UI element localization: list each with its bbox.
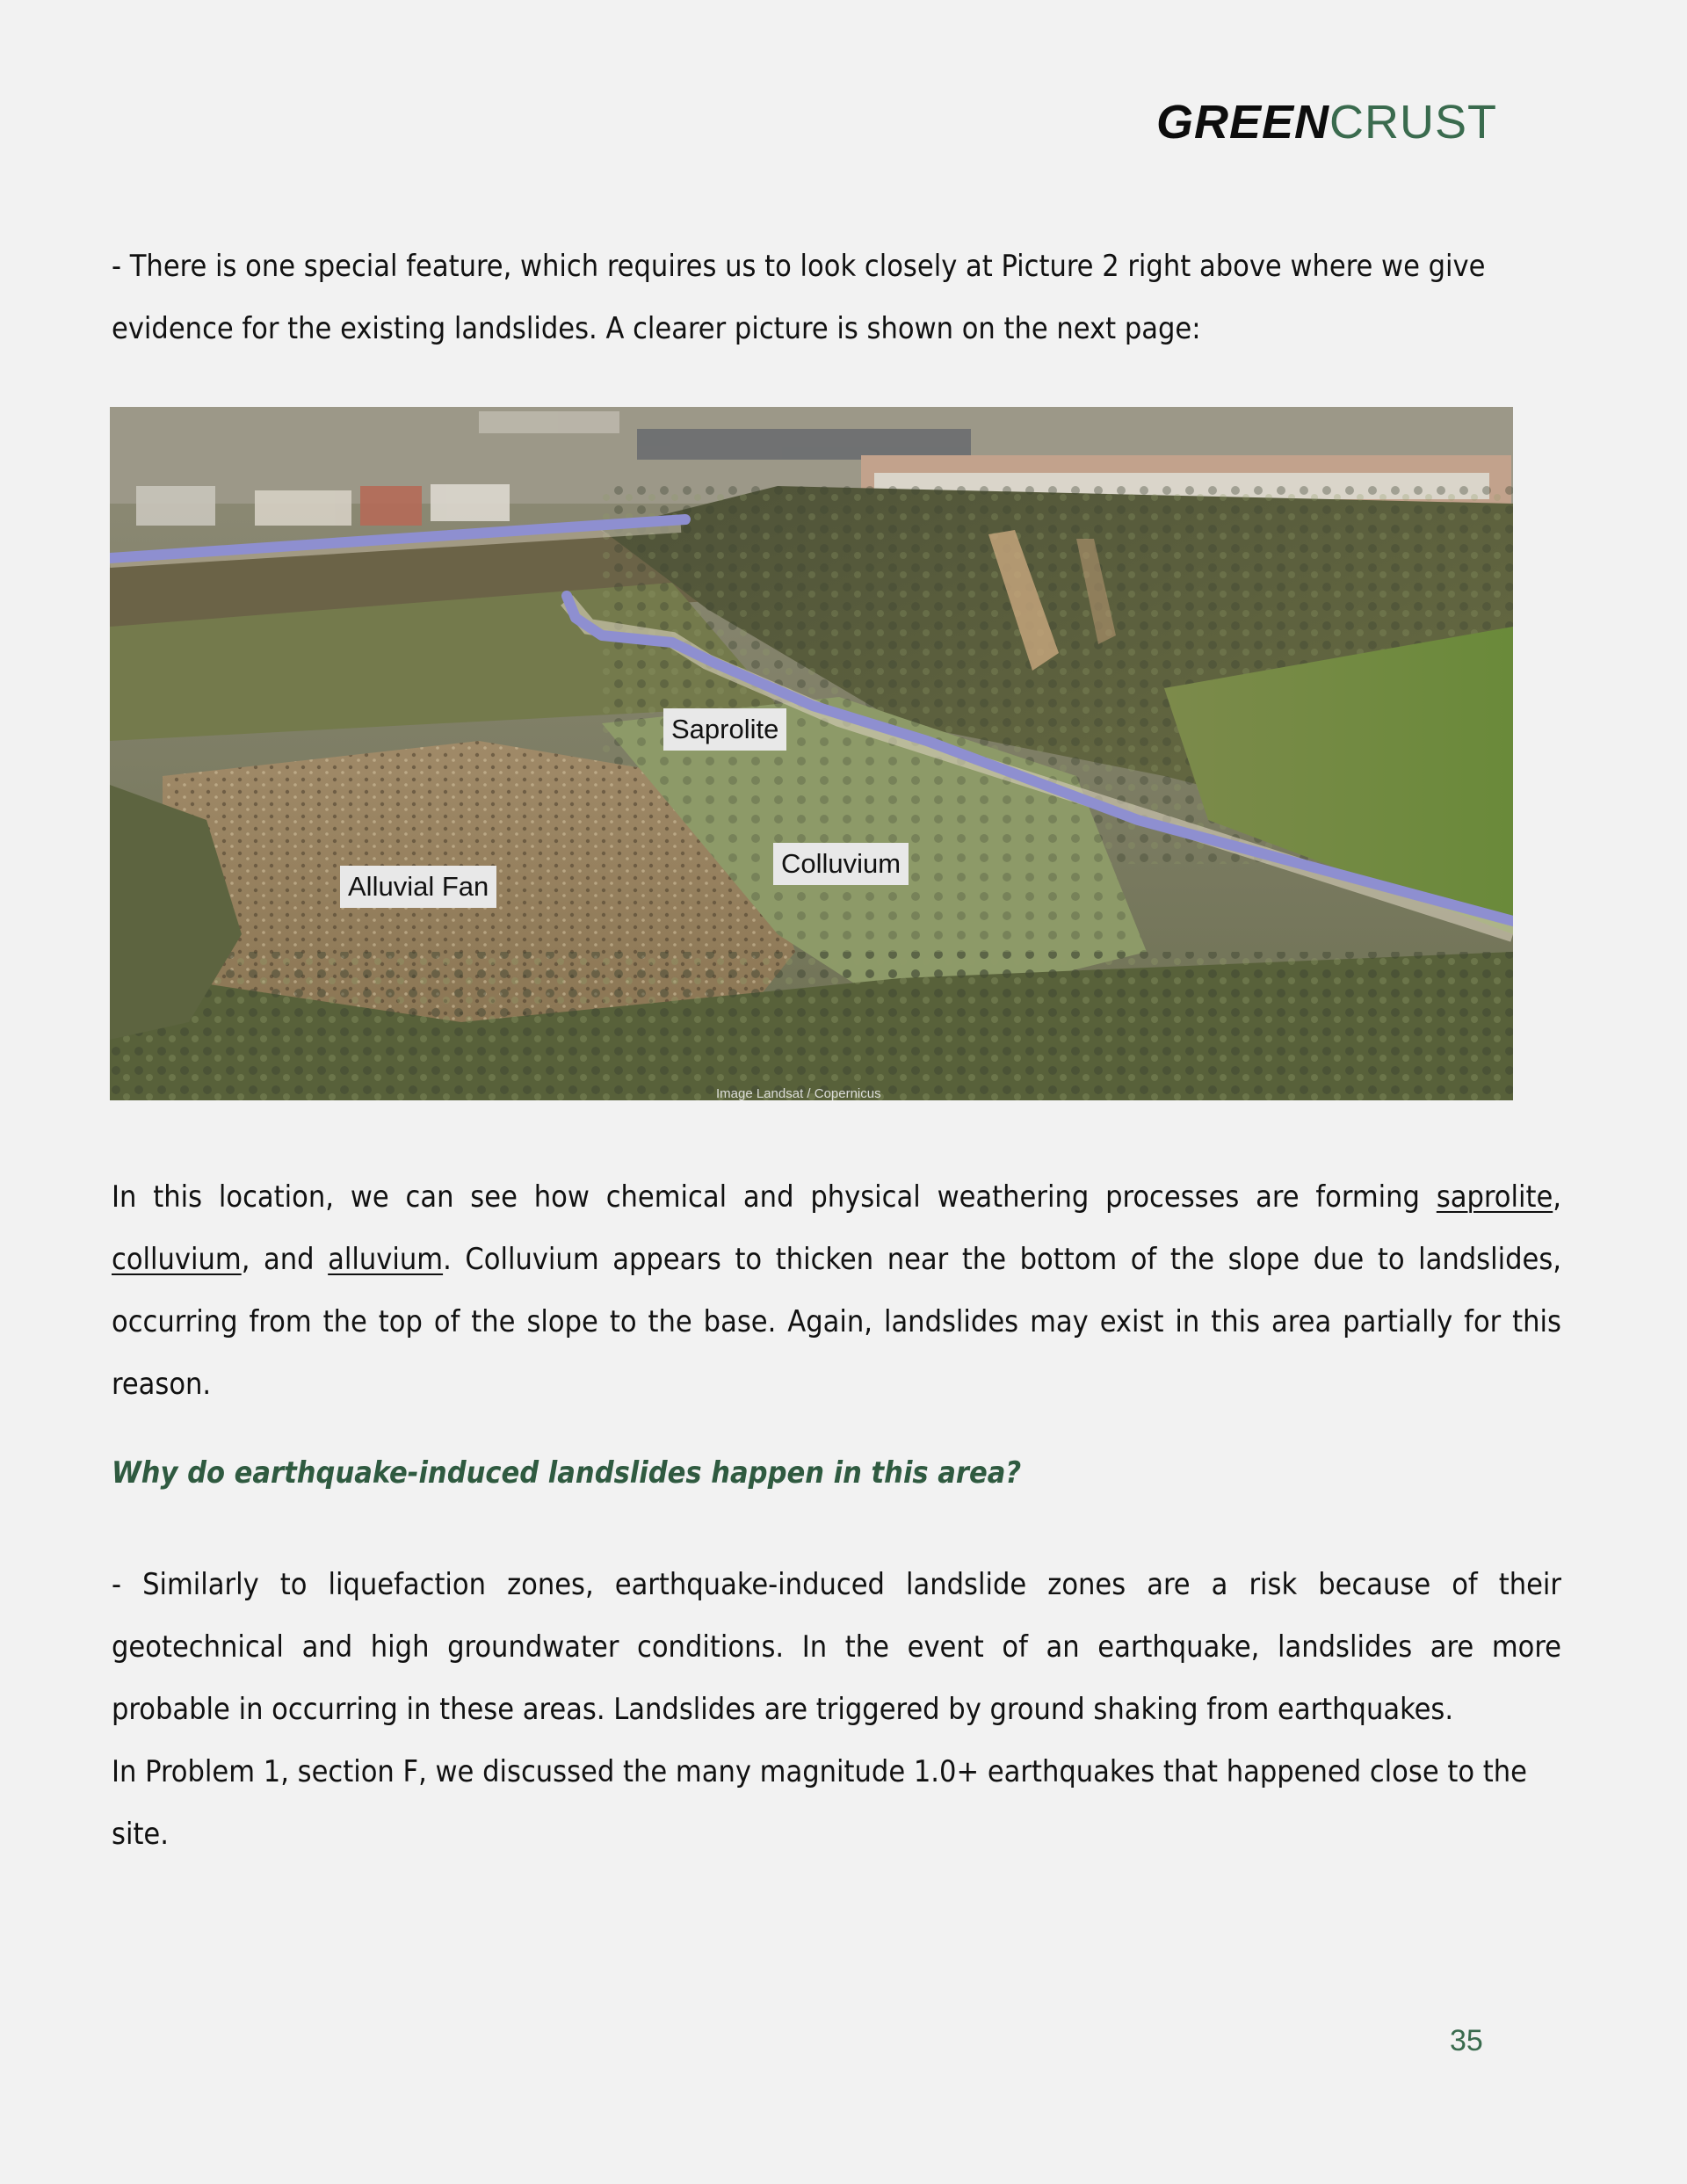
earthquake-line-2: In Problem 1, section F, we discussed the many magnitude 1.0+ earthquakes that happened close to the site. bbox=[112, 1754, 1527, 1852]
alluvial-fan-label: Alluvial Fan bbox=[340, 866, 496, 908]
greencrust-logo bbox=[1156, 96, 1498, 149]
page-number: 35 bbox=[1450, 2024, 1483, 2057]
image-credit: Image Landsat / Copernicus bbox=[716, 1086, 881, 1100]
section-heading: Why do earthquake-induced landslides happen in this area? bbox=[112, 1455, 1022, 1491]
earthquake-line-1: - Similarly to liquefaction zones, earthquake-induced landslide zones are a risk because of their geotechnical and high groundwater conditions. In the event of an earthquake, landslides are more probable in occurring in these areas. Landslides are triggered by ground shaking from earthquakes. bbox=[112, 1567, 1561, 1727]
colluvium-label: Colluvium bbox=[773, 843, 909, 885]
landslide-aerial-photo bbox=[110, 407, 1513, 1100]
colluvium-term: colluvium bbox=[112, 1242, 242, 1277]
weathering-text-after: . Colluvium appears to thicken near the bottom of the slope due to landslides, occurring from the top of the slope to the base. Again, landslides may exist in this area partially for this reason. bbox=[112, 1242, 1561, 1402]
aerial-photo-illustration bbox=[110, 407, 1513, 1100]
intro-paragraph: - There is one special feature, which requires us to look closely at Picture 2 right above where we give evidence for the existing landslides. A clearer picture is shown on the next page: bbox=[112, 249, 1486, 346]
separator-2: , and bbox=[241, 1242, 329, 1277]
logo-green: GREEN bbox=[1156, 96, 1330, 149]
weathering-paragraph bbox=[112, 1166, 1561, 1416]
saprolite-label: Saprolite bbox=[663, 708, 786, 751]
logo-crust: CRUST bbox=[1329, 96, 1498, 149]
weathering-text-before: In this location, we can see how chemical and physical weathering processes are forming bbox=[112, 1179, 1437, 1215]
alluvium-term: alluvium bbox=[328, 1242, 444, 1277]
earthquake-paragraph bbox=[112, 1554, 1561, 1866]
saprolite-term: saprolite bbox=[1436, 1179, 1553, 1215]
separator-1: , bbox=[1553, 1179, 1561, 1215]
